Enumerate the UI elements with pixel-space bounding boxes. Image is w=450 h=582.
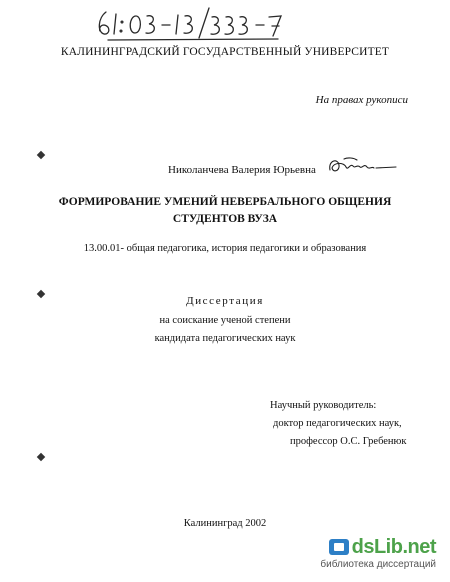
dissertation-title xyxy=(0,194,450,228)
watermark xyxy=(316,536,436,576)
watermark-caption: библиотека диссертаций xyxy=(320,559,436,570)
watermark-logo: dsLib.net xyxy=(351,536,436,558)
degree-line-2: кандидата педагогических наук xyxy=(154,333,296,344)
university-name: КАЛИНИНГРАДСКИЙ ГОСУДАРСТВЕННЫЙ УНИВЕРСИТЕТ xyxy=(60,46,390,58)
author-name: Николанчева Валерия Юрьевна xyxy=(168,164,316,176)
supervisor-name: профессор О.С. Гребенюк xyxy=(290,436,407,447)
catalog-number-handwriting xyxy=(92,2,292,42)
manuscript-rights-label: На правах рукописи xyxy=(315,94,408,106)
handwritten-number-icon xyxy=(92,2,292,42)
watermark-logo-row xyxy=(316,536,436,558)
margin-mark-icon xyxy=(37,151,45,159)
supervisor-block xyxy=(270,397,430,451)
margin-mark-icon xyxy=(37,453,45,461)
supervisor-degree: доктор педагогических наук, xyxy=(273,418,402,429)
specialty-code: 13.00.01- общая педагогика, история педагогики и образования xyxy=(83,243,367,254)
title-line-1: ФОРМИРОВАНИЕ УМЕНИЙ НЕВЕРБАЛЬНОГО ОБЩЕНИЯ xyxy=(58,196,392,208)
degree-line-1: на соискание ученой степени xyxy=(159,315,291,326)
book-icon xyxy=(329,539,349,555)
city-year: Калининград 2002 xyxy=(183,518,267,529)
title-line-2: СТУДЕНТОВ ВУЗА xyxy=(172,213,278,225)
document-type: Диссертация xyxy=(186,295,264,307)
supervisor-label: Научный руководитель: xyxy=(270,400,377,411)
signature-icon xyxy=(324,154,398,178)
author-row xyxy=(168,164,316,176)
